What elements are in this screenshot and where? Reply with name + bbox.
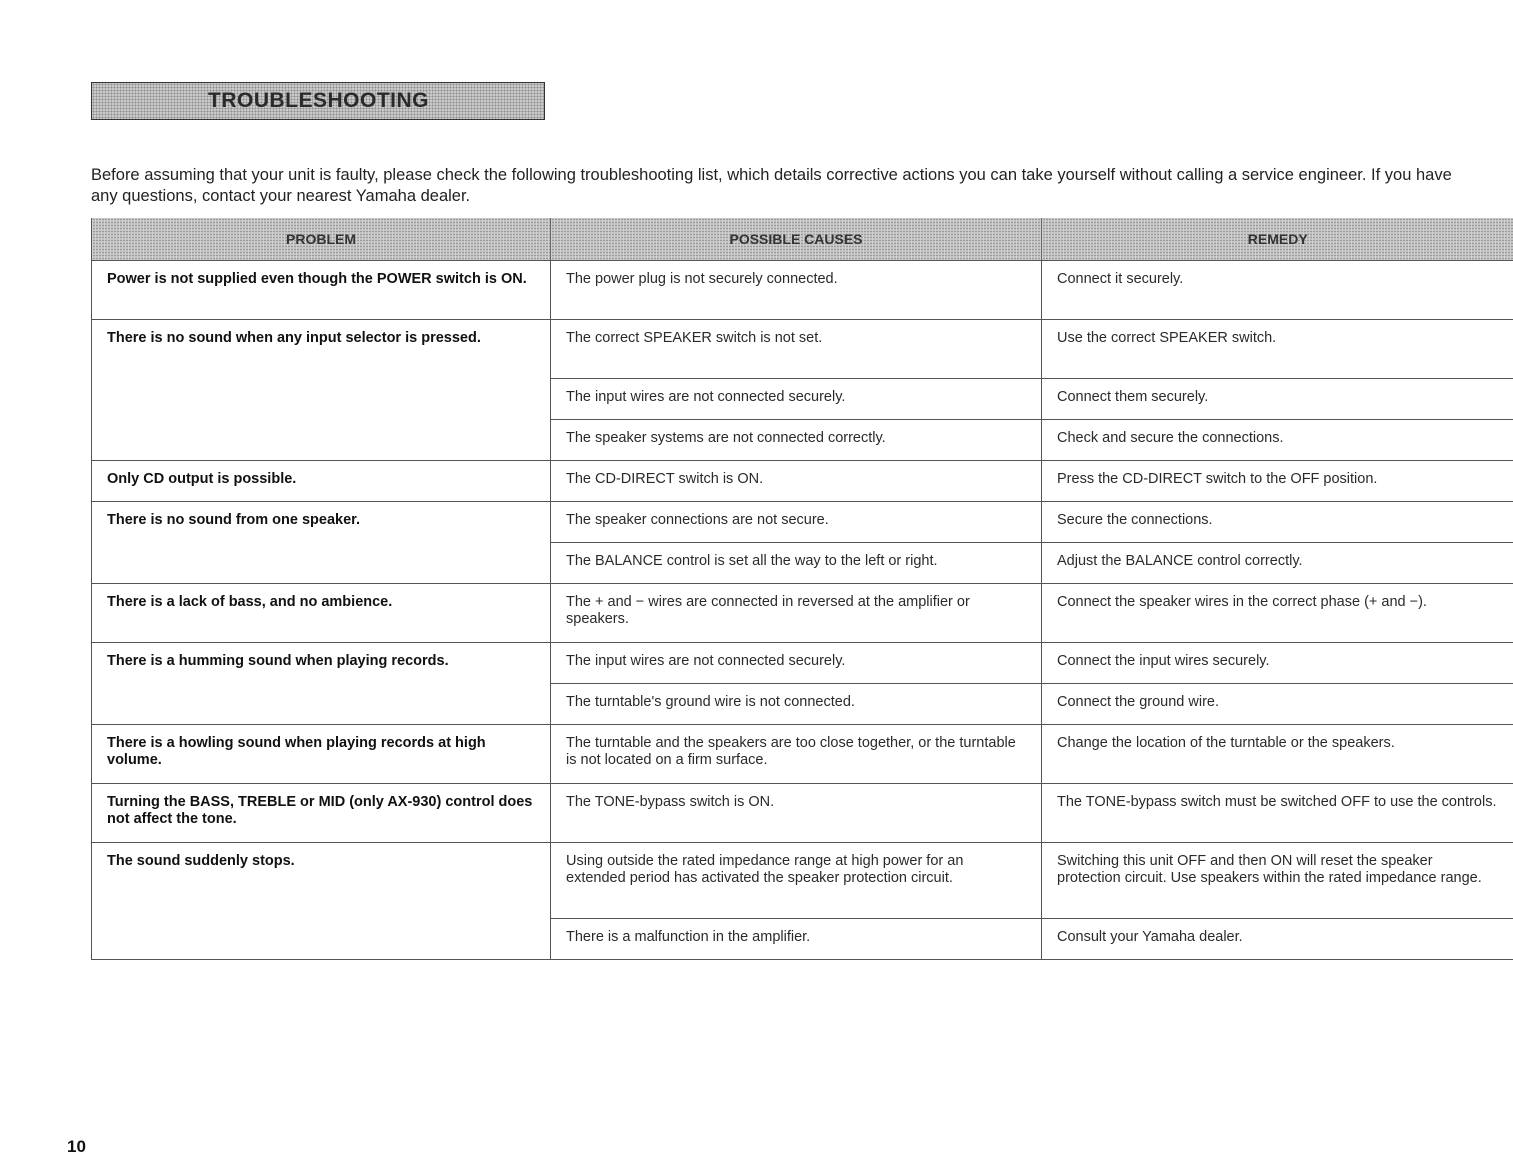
cause-cell: The BALANCE control is set all the way to the left or right. — [551, 543, 1042, 584]
cause-cell: The speaker systems are not connected correctly. — [551, 420, 1042, 461]
table-row — [92, 784, 1513, 843]
remedy-cell: Connect it securely. — [1042, 261, 1513, 320]
cause-cell: The input wires are not connected securely. — [551, 643, 1042, 684]
problem-cell: There is no sound when any input selector is pressed. — [92, 320, 551, 461]
remedy-cell: Connect the input wires securely. — [1042, 643, 1513, 684]
header-remedy: REMEDY — [1042, 218, 1513, 261]
header-possible-causes: POSSIBLE CAUSES — [551, 218, 1042, 261]
cause-cell: The CD-DIRECT switch is ON. — [551, 461, 1042, 502]
remedy-cell: The TONE-bypass switch must be switched OFF to use the controls. — [1042, 784, 1513, 843]
cause-cell: There is a malfunction in the amplifier. — [551, 919, 1042, 960]
cause-cell: The TONE-bypass switch is ON. — [551, 784, 1042, 843]
cause-cell: The turntable's ground wire is not connected. — [551, 684, 1042, 725]
remedy-cell: Consult your Yamaha dealer. — [1042, 919, 1513, 960]
cause-cell: The speaker connections are not secure. — [551, 502, 1042, 543]
problem-cell: There is a humming sound when playing records. — [92, 643, 551, 725]
section-title-banner — [91, 82, 545, 120]
remedy-cell: Adjust the BALANCE control correctly. — [1042, 543, 1513, 584]
cause-cell: The turntable and the speakers are too close together, or the turntable is not located on a firm surface. — [551, 725, 1042, 784]
remedy-cell: Connect the ground wire. — [1042, 684, 1513, 725]
problem-cell: Turning the BASS, TREBLE or MID (only AX-930) control does not affect the tone. — [92, 784, 551, 843]
table-row — [92, 725, 1513, 784]
problem-cell: Only CD output is possible. — [92, 461, 551, 502]
table-row — [92, 461, 1513, 502]
table-row — [92, 502, 1513, 543]
remedy-cell: Change the location of the turntable or the speakers. — [1042, 725, 1513, 784]
table-row — [92, 843, 1513, 919]
remedy-cell: Switching this unit OFF and then ON will reset the speaker protection circuit. Use speakers within the rated impedance range. — [1042, 843, 1513, 919]
problem-cell: There is a lack of bass, and no ambience. — [92, 584, 551, 643]
table-row — [92, 643, 1513, 684]
problem-cell: Power is not supplied even though the POWER switch is ON. — [92, 261, 551, 320]
table-header-row — [92, 218, 1513, 261]
page-number: 10 — [67, 1137, 86, 1157]
cause-cell: The + and − wires are connected in reversed at the amplifier or speakers. — [551, 584, 1042, 643]
remedy-cell: Connect the speaker wires in the correct phase (+ and −). — [1042, 584, 1513, 643]
problem-cell: There is a howling sound when playing records at high volume. — [92, 725, 551, 784]
table-row — [92, 584, 1513, 643]
cause-cell: The power plug is not securely connected. — [551, 261, 1042, 320]
cause-cell: Using outside the rated impedance range at high power for an extended period has activated the speaker protection circuit. — [551, 843, 1042, 919]
problem-cell: The sound suddenly stops. — [92, 843, 551, 960]
intro-paragraph: Before assuming that your unit is faulty, please check the following troubleshooting list, which details corrective actions you can take yourself without calling a service engineer. If you have any questions, contact your nearest Yamaha dealer. — [91, 165, 1471, 207]
troubleshooting-table — [91, 218, 1513, 960]
table-row — [92, 320, 1513, 379]
remedy-cell: Press the CD-DIRECT switch to the OFF position. — [1042, 461, 1513, 502]
remedy-cell: Connect them securely. — [1042, 379, 1513, 420]
section-title: TROUBLESHOOTING — [208, 89, 429, 113]
problem-cell: There is no sound from one speaker. — [92, 502, 551, 584]
remedy-cell: Secure the connections. — [1042, 502, 1513, 543]
header-problem: PROBLEM — [92, 218, 551, 261]
cause-cell: The input wires are not connected securely. — [551, 379, 1042, 420]
cause-cell: The correct SPEAKER switch is not set. — [551, 320, 1042, 379]
table-row — [92, 261, 1513, 320]
remedy-cell: Check and secure the connections. — [1042, 420, 1513, 461]
remedy-cell: Use the correct SPEAKER switch. — [1042, 320, 1513, 379]
